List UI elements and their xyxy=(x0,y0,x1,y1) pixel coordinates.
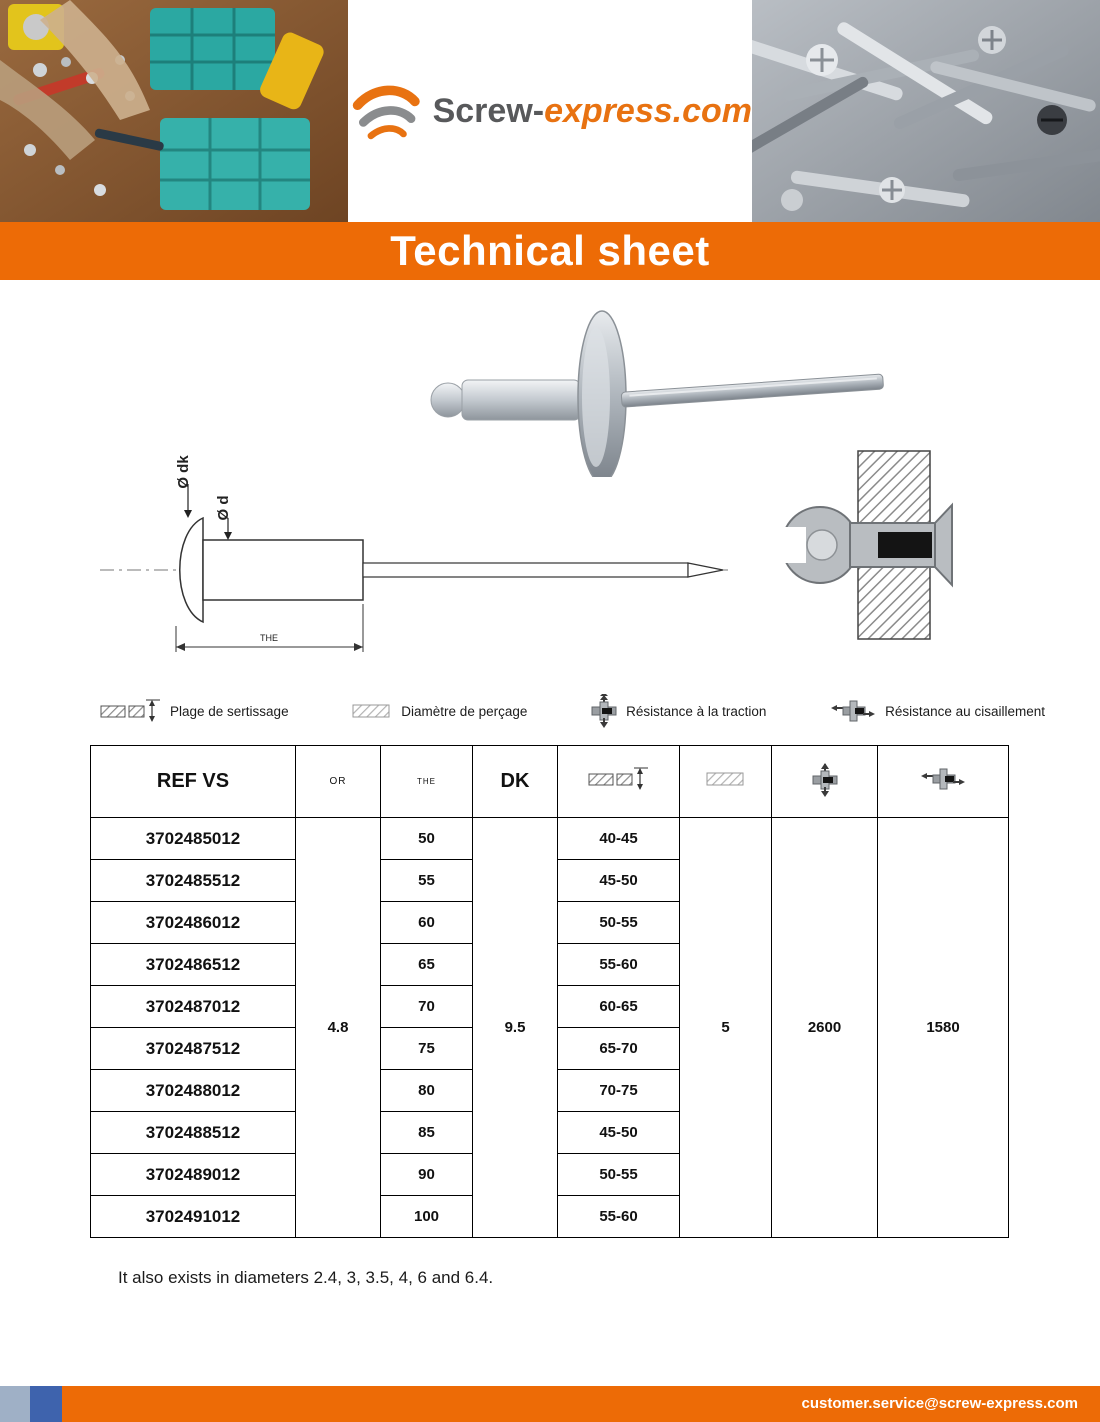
shear-strength-icon xyxy=(919,766,967,792)
screws-photo-art xyxy=(752,0,1100,222)
legend-item-tensile-strength xyxy=(590,694,766,728)
crimp-range-cell: 55-60 xyxy=(558,1196,680,1238)
workshop-photo xyxy=(0,0,348,222)
ref-cell: 3702485512 xyxy=(91,860,296,902)
header-or: OR xyxy=(296,746,381,818)
ref-cell: 3702486012 xyxy=(91,902,296,944)
page-header xyxy=(0,0,1100,222)
drill-diameter-icon xyxy=(705,766,747,792)
crimp-range-cell: 45-50 xyxy=(558,860,680,902)
logo-text xyxy=(433,92,752,131)
crimp-range-cell: 65-70 xyxy=(558,1028,680,1070)
logo-swoosh-icon xyxy=(348,81,423,141)
ref-cell: 3702486512 xyxy=(91,944,296,986)
the-cell: 75 xyxy=(381,1028,473,1070)
crimp-range-cell: 45-50 xyxy=(558,1112,680,1154)
legend-item-crimp-range xyxy=(100,698,289,724)
page-footer xyxy=(0,1386,1100,1422)
dim-the-label: THE xyxy=(260,633,278,643)
tensile-strength-icon xyxy=(590,694,618,728)
ref-cell: 3702487012 xyxy=(91,986,296,1028)
crimp-range-cell: 50-55 xyxy=(558,1154,680,1196)
drill-merged-cell: 5 xyxy=(680,818,772,1238)
shear-merged-cell: 1580 xyxy=(878,818,1009,1238)
spec-table xyxy=(90,745,1009,1238)
screws-photo xyxy=(752,0,1100,222)
mandrel-remnant xyxy=(878,532,932,558)
tensile-merged-cell: 2600 xyxy=(772,818,878,1238)
header-tensile-strength xyxy=(772,746,878,818)
footer-blue-block xyxy=(30,1386,62,1422)
ref-cell: 3702488512 xyxy=(91,1112,296,1154)
banner xyxy=(0,222,1100,280)
the-cell: 55 xyxy=(381,860,473,902)
shear-strength-icon xyxy=(829,698,877,724)
logo-text-suffix: express.com xyxy=(544,91,752,130)
the-cell: 85 xyxy=(381,1112,473,1154)
legend-label: Plage de sertissage xyxy=(170,703,289,719)
footer-grey-block xyxy=(0,1386,30,1422)
ref-cell: 3702488012 xyxy=(91,1070,296,1112)
legend-label: Diamètre de perçage xyxy=(401,703,528,719)
crimp-range-icon xyxy=(100,698,162,724)
the-cell: 100 xyxy=(381,1196,473,1238)
crimp-range-cell: 55-60 xyxy=(558,944,680,986)
crimp-range-icon xyxy=(588,766,650,792)
dim-d-label: Ø d xyxy=(215,495,232,521)
logo-text-prefix: Screw- xyxy=(432,91,545,130)
the-cell: 65 xyxy=(381,944,473,986)
the-cell: 50 xyxy=(381,818,473,860)
legend-label: Résistance à la traction xyxy=(626,703,767,719)
drill-diameter-icon xyxy=(351,698,393,724)
ref-cell: 3702487512 xyxy=(91,1028,296,1070)
crimp-range-cell: 50-55 xyxy=(558,902,680,944)
rivet-dimension-drawing xyxy=(88,420,738,670)
table-row xyxy=(91,818,1009,860)
diameters-note: It also exists in diameters 2.4, 3, 3.5, 4, 6 and 6.4. xyxy=(118,1268,494,1287)
legend-item-drill-diameter xyxy=(351,698,527,724)
workshop-photo-art xyxy=(0,0,348,222)
header-ref-vs: REF VS xyxy=(91,746,296,818)
brand-logo xyxy=(348,0,752,222)
bottom-plate xyxy=(858,567,930,639)
header-the: THE xyxy=(381,746,473,818)
table-header-row xyxy=(91,746,1009,818)
ref-cell: 3702485012 xyxy=(91,818,296,860)
the-cell: 90 xyxy=(381,1154,473,1196)
top-plate xyxy=(858,451,930,523)
ref-cell: 3702489012 xyxy=(91,1154,296,1196)
the-cell: 60 xyxy=(381,902,473,944)
installed-rivet-cross-section xyxy=(780,443,965,648)
crimp-range-cell: 60-65 xyxy=(558,986,680,1028)
legend-item-shear-strength xyxy=(829,698,1045,724)
the-cell: 70 xyxy=(381,986,473,1028)
crimp-range-cell: 40-45 xyxy=(558,818,680,860)
header-shear-strength xyxy=(878,746,1009,818)
or-merged-cell: 4.8 xyxy=(296,818,381,1238)
dim-dk-label: Ø dk xyxy=(175,455,192,489)
crimp-range-cell: 70-75 xyxy=(558,1070,680,1112)
ref-cell: 3702491012 xyxy=(91,1196,296,1238)
legend xyxy=(100,694,1045,728)
legend-label: Résistance au cisaillement xyxy=(885,703,1045,719)
header-dk: DK xyxy=(473,746,558,818)
banner-title: Technical sheet xyxy=(390,227,710,274)
tensile-strength-icon xyxy=(811,760,839,798)
header-crimp-range xyxy=(558,746,680,818)
contact-email[interactable]: customer.service@screw-express.com xyxy=(801,1395,1078,1412)
header-drill-diameter xyxy=(680,746,772,818)
dk-merged-cell: 9.5 xyxy=(473,818,558,1238)
the-cell: 80 xyxy=(381,1070,473,1112)
